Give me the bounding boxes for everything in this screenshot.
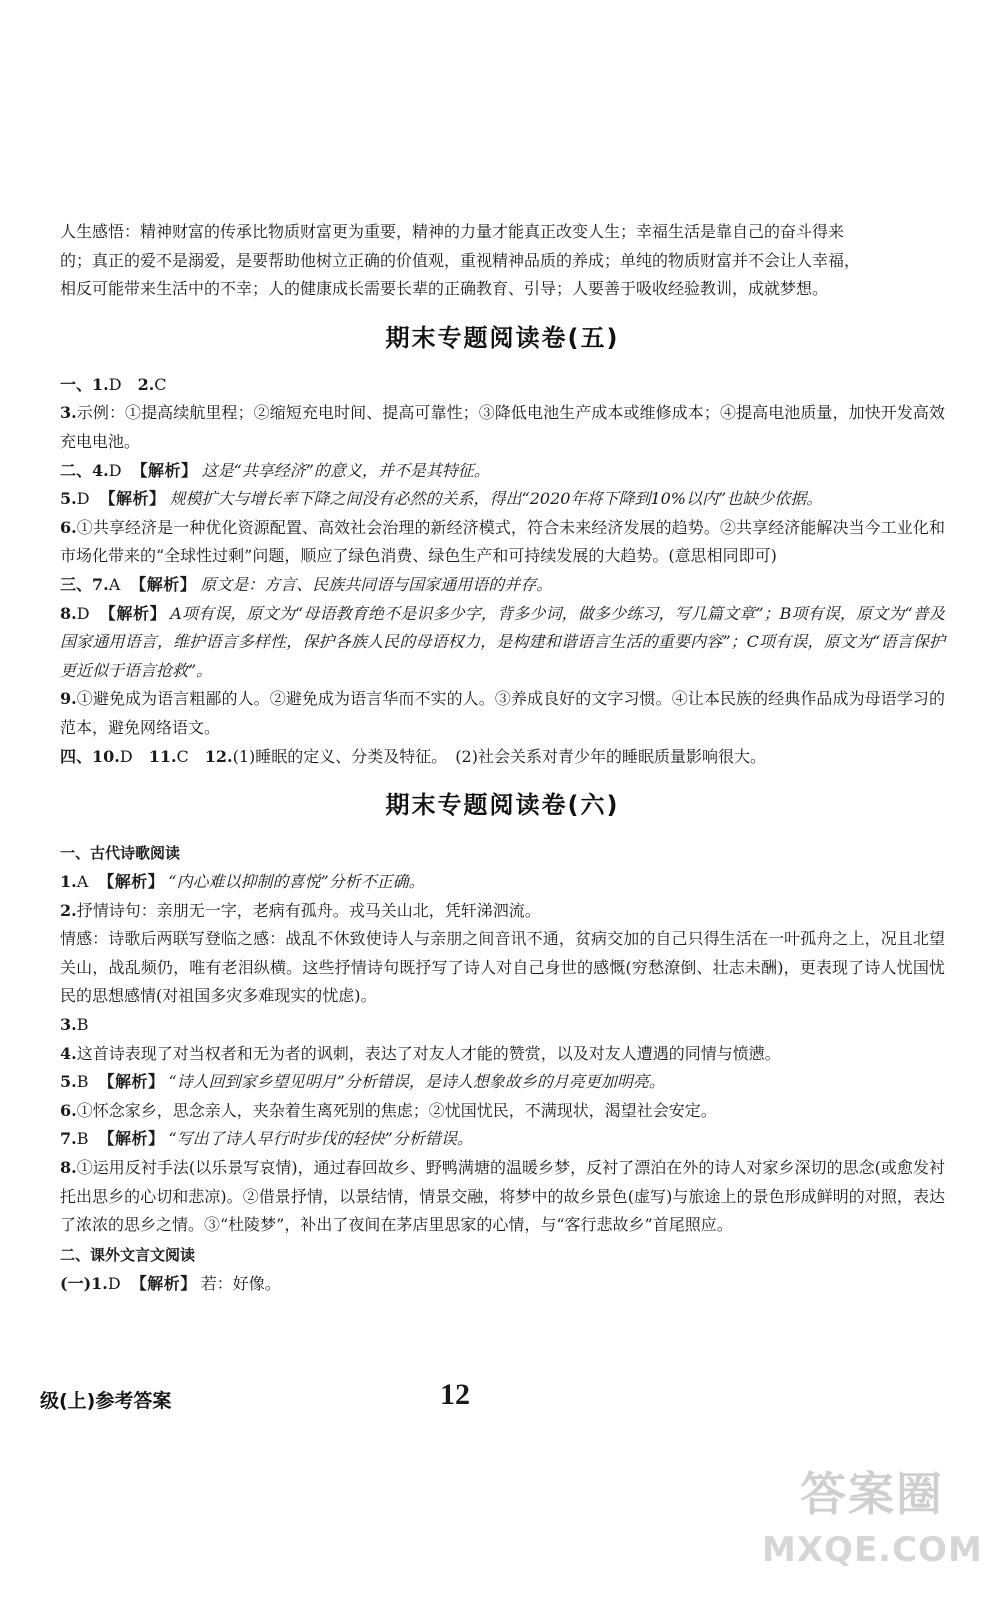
answer-item: 6.①共享经济是一种优化资源配置、高效社会治理的新经济模式，符合未来经济发展的趋势。②共享经济能解决当今工业化和市场化带来的“全球性过剩”问题，顺应了绿色消费、绿色生产和可持续发展的大趋势。(意思相同即可): [60, 517, 945, 566]
answer-item: 3.示例：①提高续航里程；②缩短充电时间、提高可靠性；③降低电池生产成本或维修成本；④提高电池质量，加快开发高效充电电池。: [60, 403, 945, 451]
watermark-logo: [762, 1458, 982, 1598]
intro-line: 相反可能带来生活中的不幸；人的健康成长需要长辈的正确教育、引导；人要善于吸收经验教训，成就梦想。: [60, 279, 829, 299]
intro-line: 人生感悟：精神财富的传承比物质财富更为重要，精神的力量才能真正改变人生；幸福生活是靠自己的奋斗得来: [60, 222, 845, 241]
analysis-label: 【解析】: [131, 460, 198, 480]
answer-item: 1.A 【解析】 “内心难以抑制的喜悦”分析不正确。: [60, 872, 425, 892]
part-heading: 二、课外文言文阅读: [60, 1245, 196, 1264]
answer-item: 7.B 【解析】 “写出了诗人早行时步伐的轻快”分析错误。: [60, 1129, 473, 1149]
answer-item: 5.D 【解析】 规模扩大与增长率下降之间没有必然的关系，得出“2020年将下降到10%以内”也缺少依据。: [60, 489, 823, 509]
page-number: 12: [440, 1378, 470, 1411]
answer-item: 一、1.D 2.C: [60, 374, 167, 394]
answer-item: 5.B 【解析】 “诗人回到家乡望见明月”分析错误，是诗人想象故乡的月亮更加明亮。: [60, 1072, 665, 1092]
answer-item: 4.这首诗表现了对当权者和无为者的讽刺，表达了对友人才能的赞赏，以及对友人遭遇的同情与愤懑。: [60, 1043, 781, 1063]
answer-item: 四、10.D 11.C 12.(1)睡眠的定义、分类及特征。 (2)社会关系对青少年的睡眠质量影响很大。: [60, 746, 766, 766]
answer-item: 3.B: [60, 1015, 89, 1035]
answer-item: 8.①运用反衬手法(以乐景写哀情)，通过春回故乡、野鸭满塘的温暖乡梦，反衬了漂泊在外的诗人对家乡深切的思念(或愈发衬托出思乡的心切和悲凉)。②借景抒情，以景结情，情景交融，将梦中的故乡景色(虚写)与旅途上的景色形成鲜明的对照，表达了浓浓的思乡之情。③“杜陵梦”，补出了夜间在茅店里思家的心情，与“客行悲故乡”首尾照应。: [60, 1158, 945, 1235]
analysis-label: 【解析】: [98, 1072, 165, 1092]
part-heading: 一、古代诗歌阅读: [60, 844, 181, 863]
watermark-url: MXQE.COM: [762, 1530, 983, 1570]
answer-item: 8.D 【解析】 A项有误，原文为“母语教育绝不是识多少字，背多少词，做多少练习，写几篇文章”；B项有误，原文为“普及国家通用语言，维护语言多样性，保护各族人民的母语权力，是构建和谐语言生活的重要内容”；C项有误，原文为“语言保护更近似于语言抢救”。: [60, 603, 945, 680]
answer-item: 情感：诗歌后两联写登临之感：战乱不休致使诗人与亲朋之间音讯不通，贫病交加的自己只得生活在一叶孤舟之上，况且北望关山，战乱频仍，唯有老泪纵横。这些抒情诗句既抒写了诗人对自己身世的感慨(穷愁潦倒、壮志未酬)，更表现了诗人忧国忧民的思想感情(对祖国多灾多难现实的忧虑)。: [60, 929, 945, 1006]
answer-content: [60, 218, 945, 1298]
answer-item: 9.①避免成为语言粗鄙的人。②避免成为语言华而不实的人。③养成良好的文字习惯。④让本民族的经典作品成为母语学习的范本，避免网络语文。: [60, 689, 945, 737]
section-title-5: 期末专题阅读卷(五): [385, 323, 620, 352]
analysis-label: 【解析】: [130, 1273, 197, 1293]
analysis-label: 【解析】: [98, 1129, 165, 1149]
answer-item: (一)1.D 【解析】 若：好像。: [60, 1273, 281, 1293]
analysis-label: 【解析】: [99, 489, 166, 509]
analysis-label: 【解析】: [99, 603, 167, 623]
footer-label: 级(上)参考答案: [40, 1390, 172, 1412]
answer-item: 6.①怀念家乡，思念亲人，夹杂着生离死别的焦虑；②忧国忧民，不满现状，渴望社会安定。: [60, 1100, 717, 1120]
answer-item: 三、7.A 【解析】 原文是：方言、民族共同语与国家通用语的并存。: [60, 574, 553, 594]
intro-line: 的；真正的爱不是溺爱，是要帮助他树立正确的价值观，重视精神品质的养成；单纯的物质财富并不会让人幸福，: [60, 250, 861, 270]
analysis-label: 【解析】: [98, 872, 165, 892]
watermark-text: 答案圈: [800, 1467, 944, 1521]
answer-item: 二、4.D 【解析】 这是“共享经济”的意义，并不是其特征。: [60, 460, 490, 480]
section-title-6: 期末专题阅读卷(六): [385, 791, 620, 820]
analysis-label: 【解析】: [130, 574, 197, 594]
answer-item: 2.抒情诗句：亲朋无一字，老病有孤舟。戎马关山北，凭轩涕泗流。: [60, 900, 541, 920]
